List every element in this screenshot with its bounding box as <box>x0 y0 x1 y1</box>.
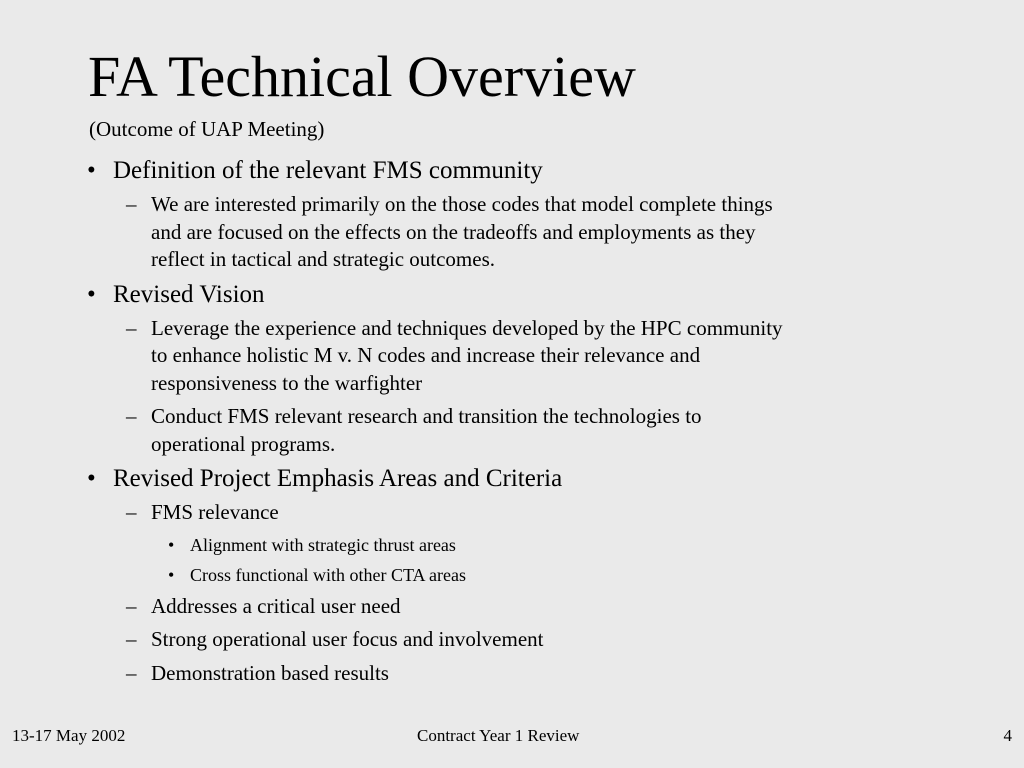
sub-bullet-line: Conduct FMS relevant research and transition the technologies to <box>151 404 702 428</box>
bullet-item <box>0 280 1024 310</box>
sub-bullet-item <box>0 315 1024 398</box>
bullet-marker: • <box>87 157 96 184</box>
sub-bullet-line: We are interested primarily on the those codes that model complete things <box>151 192 773 216</box>
sub-bullet-line: operational programs. <box>151 431 336 456</box>
sub-bullet-line: Demonstration based results <box>151 660 389 685</box>
sub-bullet-item <box>0 403 1024 458</box>
small-bullet-marker: • <box>168 534 175 555</box>
sub-bullet-line: Addresses a critical user need <box>151 593 401 618</box>
sub-bullet-line: to enhance holistic M v. N codes and increase their relevance and <box>151 343 701 367</box>
bullet-text: Definition of the relevant FMS community <box>113 157 543 184</box>
sub-sub-bullet-item <box>0 533 1024 558</box>
bullet-text: Revised Vision <box>113 280 265 308</box>
bullet-marker: • <box>87 280 96 308</box>
sub-bullet-item <box>0 191 1024 274</box>
page-number: 4 <box>1003 726 1012 745</box>
footer-title: Contract Year 1 Review <box>417 726 580 745</box>
dash-marker: – <box>126 627 137 651</box>
sub-bullet-item <box>0 593 1024 621</box>
bullet-item <box>0 464 1024 494</box>
sub-bullet-line: Strong operational user focus and involvement <box>151 627 544 651</box>
dash-marker: – <box>126 192 137 216</box>
footer-date: 13-17 May 2002 <box>12 726 126 745</box>
sub-bullet-line: reflect in tactical and strategic outcomes. <box>151 247 496 271</box>
sub-sub-bullet-text: Cross functional with other CTA areas <box>190 564 467 585</box>
sub-bullet-line: Leverage the experience and techniques developed by the HPC community <box>151 315 783 340</box>
dash-marker: – <box>126 404 137 428</box>
sub-bullet-item <box>0 660 1024 688</box>
dash-marker: – <box>126 500 137 524</box>
slide-title: FA Technical Overview <box>88 44 636 109</box>
sub-bullet-line: FMS relevance <box>151 500 279 524</box>
bullet-text: Revised Project Emphasis Areas and Criteria <box>113 465 563 492</box>
slide-subtitle: (Outcome of UAP Meeting) <box>89 117 325 141</box>
dash-marker: – <box>126 660 137 685</box>
bullet-marker: • <box>87 465 96 492</box>
sub-bullet-item <box>0 499 1024 527</box>
sub-bullet-line: and are focused on the effects on the tradeoffs and employments as they <box>151 219 756 244</box>
dash-marker: – <box>126 315 137 340</box>
bullet-list <box>0 156 1024 693</box>
sub-bullet-item <box>0 626 1024 654</box>
sub-bullet-line: responsiveness to the warfighter <box>151 370 423 395</box>
dash-marker: – <box>126 593 137 618</box>
sub-sub-bullet-item <box>0 563 1024 588</box>
bullet-item <box>0 156 1024 186</box>
sub-sub-bullet-text: Alignment with strategic thrust areas <box>190 534 456 555</box>
small-bullet-marker: • <box>168 564 175 585</box>
